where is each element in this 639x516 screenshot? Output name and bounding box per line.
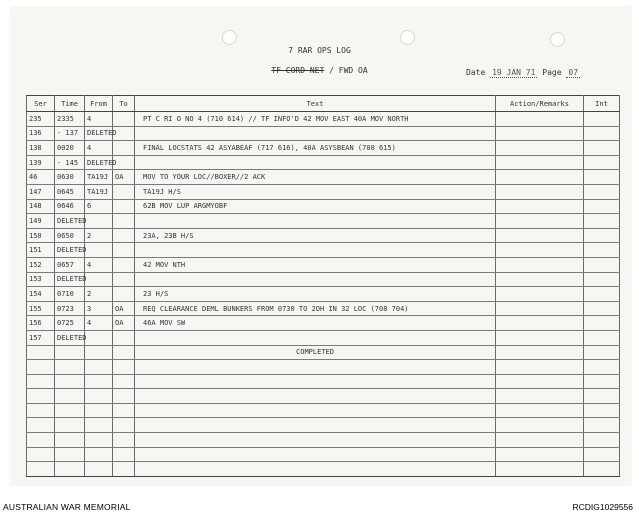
cell-action [496,141,584,156]
cell-text [135,214,496,229]
cell-ser: 156 [27,316,55,331]
cell-text: 23 H/S [135,287,496,302]
net-name: / FWD OA [324,66,368,75]
cell-from: TA19J [85,184,113,199]
cell-int [584,330,620,345]
cell-ser: 235 [27,112,55,127]
cell-action [496,228,584,243]
cell-from: TA19J [85,170,113,185]
log-body [27,112,620,477]
cell-int [584,257,620,272]
cell-action [496,316,584,331]
cell-ser: 46 [27,170,55,185]
cell-text: 23A, 23B H/S [135,228,496,243]
cell-from: 3 [85,301,113,316]
cell-to [113,403,135,418]
log-row [27,418,620,433]
cell-from [85,243,113,258]
log-row [27,228,620,243]
page-label: Page [542,68,562,77]
cell-text [135,126,496,141]
log-row [27,403,620,418]
log-row [27,141,620,156]
cell-ser: 150 [27,228,55,243]
cell-int [584,155,620,170]
cell-ser: 153 [27,272,55,287]
cell-ser [27,374,55,389]
cell-from [85,214,113,229]
log-row [27,170,620,185]
cell-to [113,360,135,375]
cell-action [496,301,584,316]
cell-text [135,418,496,433]
cell-time: 0630 [55,170,85,185]
log-row [27,374,620,389]
cell-text [135,360,496,375]
cell-action [496,403,584,418]
cell-action [496,447,584,462]
cell-time: DELETED [55,330,85,345]
log-row [27,345,620,360]
cell-ser: 136 [27,126,55,141]
cell-action [496,214,584,229]
log-row [27,462,620,477]
cell-time: 0657 [55,257,85,272]
cell-to [113,112,135,127]
date-label: Date [466,68,486,77]
log-row [27,199,620,214]
cell-text [135,433,496,448]
log-row [27,155,620,170]
log-row [27,272,620,287]
cell-int [584,112,620,127]
cell-time: 2335 [55,112,85,127]
cell-text [135,155,496,170]
cell-text [135,330,496,345]
log-row [27,184,620,199]
cell-ser: 148 [27,199,55,214]
log-row [27,214,620,229]
cell-to [113,389,135,404]
cell-time [55,418,85,433]
cell-action [496,330,584,345]
cell-int [584,447,620,462]
cell-ser: 151 [27,243,55,258]
cell-to [113,462,135,477]
cell-text [135,272,496,287]
cell-text: FINAL LOCSTATS 42 ASYABEAF (717 616), 40A ASYSBEAN (708 615) [135,141,496,156]
log-row [27,447,620,462]
cell-action [496,126,584,141]
cell-ser: 157 [27,330,55,345]
cell-from: 2 [85,228,113,243]
cell-from: 4 [85,257,113,272]
punch-hole [222,30,237,45]
log-row [27,316,620,331]
cell-time: - 137 [55,126,85,141]
cell-time: 0645 [55,184,85,199]
log-row [27,330,620,345]
col-header-int: Int [584,96,620,112]
cell-ser: 138 [27,141,55,156]
log-row [27,243,620,258]
col-header-time: Time [55,96,85,112]
cell-ser [27,403,55,418]
col-header-ser: Ser [27,96,55,112]
cell-from [85,374,113,389]
log-row [27,301,620,316]
col-header-action: Action/Remarks [496,96,584,112]
cell-text [135,374,496,389]
cell-ser: 147 [27,184,55,199]
cell-from [85,433,113,448]
cell-time [55,345,85,360]
cell-time [55,447,85,462]
cell-to [113,228,135,243]
col-header-from: From [85,96,113,112]
punch-hole [550,32,565,47]
cell-to: OA [113,170,135,185]
cell-int [584,287,620,302]
cell-int [584,418,620,433]
log-row [27,257,620,272]
cell-action [496,243,584,258]
log-row [27,112,620,127]
cell-int [584,214,620,229]
cell-ser [27,447,55,462]
cell-to [113,433,135,448]
cell-time: DELETED [55,243,85,258]
cell-int [584,374,620,389]
cell-from: DELETED [85,126,113,141]
ops-log-table [26,95,620,477]
cell-action [496,199,584,214]
cell-text: 62B MOV LUP ARGMYOBF [135,199,496,214]
cell-to [113,447,135,462]
cell-to: OA [113,301,135,316]
date-value: 19 JAN 71 [492,68,536,77]
log-row [27,389,620,404]
cell-action [496,462,584,477]
cell-from [85,462,113,477]
cell-time [55,403,85,418]
cell-to [113,418,135,433]
cell-int [584,170,620,185]
cell-from [85,360,113,375]
cell-to [113,141,135,156]
cell-action [496,112,584,127]
cell-action [496,170,584,185]
archive-credit: AUSTRALIAN WAR MEMORIAL [3,502,131,512]
cell-time: 0020 [55,141,85,156]
cell-from [85,389,113,404]
cell-ser: 149 [27,214,55,229]
cell-ser [27,418,55,433]
cell-time [55,360,85,375]
cell-action [496,272,584,287]
cell-from: 2 [85,287,113,302]
cell-to [113,345,135,360]
cell-from [85,403,113,418]
cell-action [496,155,584,170]
cell-to [113,272,135,287]
log-title: 7 RAR OPS LOG [288,46,351,55]
cell-int [584,433,620,448]
cell-to [113,184,135,199]
punch-hole [400,30,415,45]
cell-from [85,447,113,462]
cell-from [85,330,113,345]
cell-action [496,287,584,302]
cell-int [584,243,620,258]
cell-ser: 154 [27,287,55,302]
cell-to: OA [113,316,135,331]
cell-time [55,374,85,389]
date-page-line [466,68,580,77]
cell-time: DELETED [55,272,85,287]
cell-int [584,360,620,375]
col-header-to: To [113,96,135,112]
struck-net-name: TF CORD NET [271,66,325,75]
cell-from [85,418,113,433]
cell-ser [27,389,55,404]
cell-ser: 155 [27,301,55,316]
cell-from: DELETED [85,155,113,170]
cell-ser [27,360,55,375]
cell-to [113,243,135,258]
cell-time [55,389,85,404]
cell-int [584,345,620,360]
cell-int [584,389,620,404]
cell-time: 0646 [55,199,85,214]
log-row [27,360,620,375]
cell-to [113,374,135,389]
cell-int [584,228,620,243]
cell-to [113,330,135,345]
cell-text [135,403,496,418]
table-header-row [27,96,620,112]
cell-time [55,462,85,477]
cell-int [584,199,620,214]
cell-from [85,345,113,360]
cell-from: 6 [85,199,113,214]
cell-action [496,360,584,375]
cell-ser: 152 [27,257,55,272]
log-row [27,433,620,448]
cell-text: MOV TO YOUR LOC//BOXER//2 ACK [135,170,496,185]
cell-text [135,447,496,462]
cell-to [113,257,135,272]
cell-ser [27,462,55,477]
cell-to [113,199,135,214]
cell-text: 46A MOV SW [135,316,496,331]
cell-action [496,345,584,360]
cell-time: 0723 [55,301,85,316]
cell-ser [27,345,55,360]
cell-action [496,418,584,433]
cell-action [496,433,584,448]
cell-to [113,214,135,229]
cell-time: 0650 [55,228,85,243]
cell-time: DELETED [55,214,85,229]
page-value: 07 [568,68,579,77]
cell-time: 0710 [55,287,85,302]
cell-action [496,374,584,389]
cell-int [584,301,620,316]
cell-int [584,403,620,418]
cell-text: REQ CLEARANCE DEML BUNKERS FROM 0730 TO 2OH IN 32 LOC (708 704) [135,301,496,316]
cell-action [496,257,584,272]
cell-text: TA19J H/S [135,184,496,199]
cell-time: 0725 [55,316,85,331]
cell-to [113,287,135,302]
cell-action [496,389,584,404]
cell-int [584,462,620,477]
log-row [27,126,620,141]
cell-int [584,316,620,331]
cell-ser: 139 [27,155,55,170]
cell-int [584,272,620,287]
cell-text: PT C RI O NO 4 (710 614) // TF INFO'D 42 MOV EAST 40A MOV NORTH [135,112,496,127]
cell-action [496,184,584,199]
cell-time: - 145 [55,155,85,170]
cell-from: 4 [85,316,113,331]
archive-reference: RCDIG1029556 [572,502,633,512]
cell-ser [27,433,55,448]
col-header-text: Text [135,96,496,112]
cell-int [584,141,620,156]
cell-time [55,433,85,448]
cell-int [584,126,620,141]
cell-text [135,389,496,404]
cell-text [135,462,496,477]
cell-int [584,184,620,199]
cell-from: 4 [85,112,113,127]
cell-from: 4 [85,141,113,156]
log-row [27,287,620,302]
cell-text: COMPLETED [135,345,496,360]
cell-text: 42 MOV NTH [135,257,496,272]
cell-from [85,272,113,287]
cell-text [135,243,496,258]
